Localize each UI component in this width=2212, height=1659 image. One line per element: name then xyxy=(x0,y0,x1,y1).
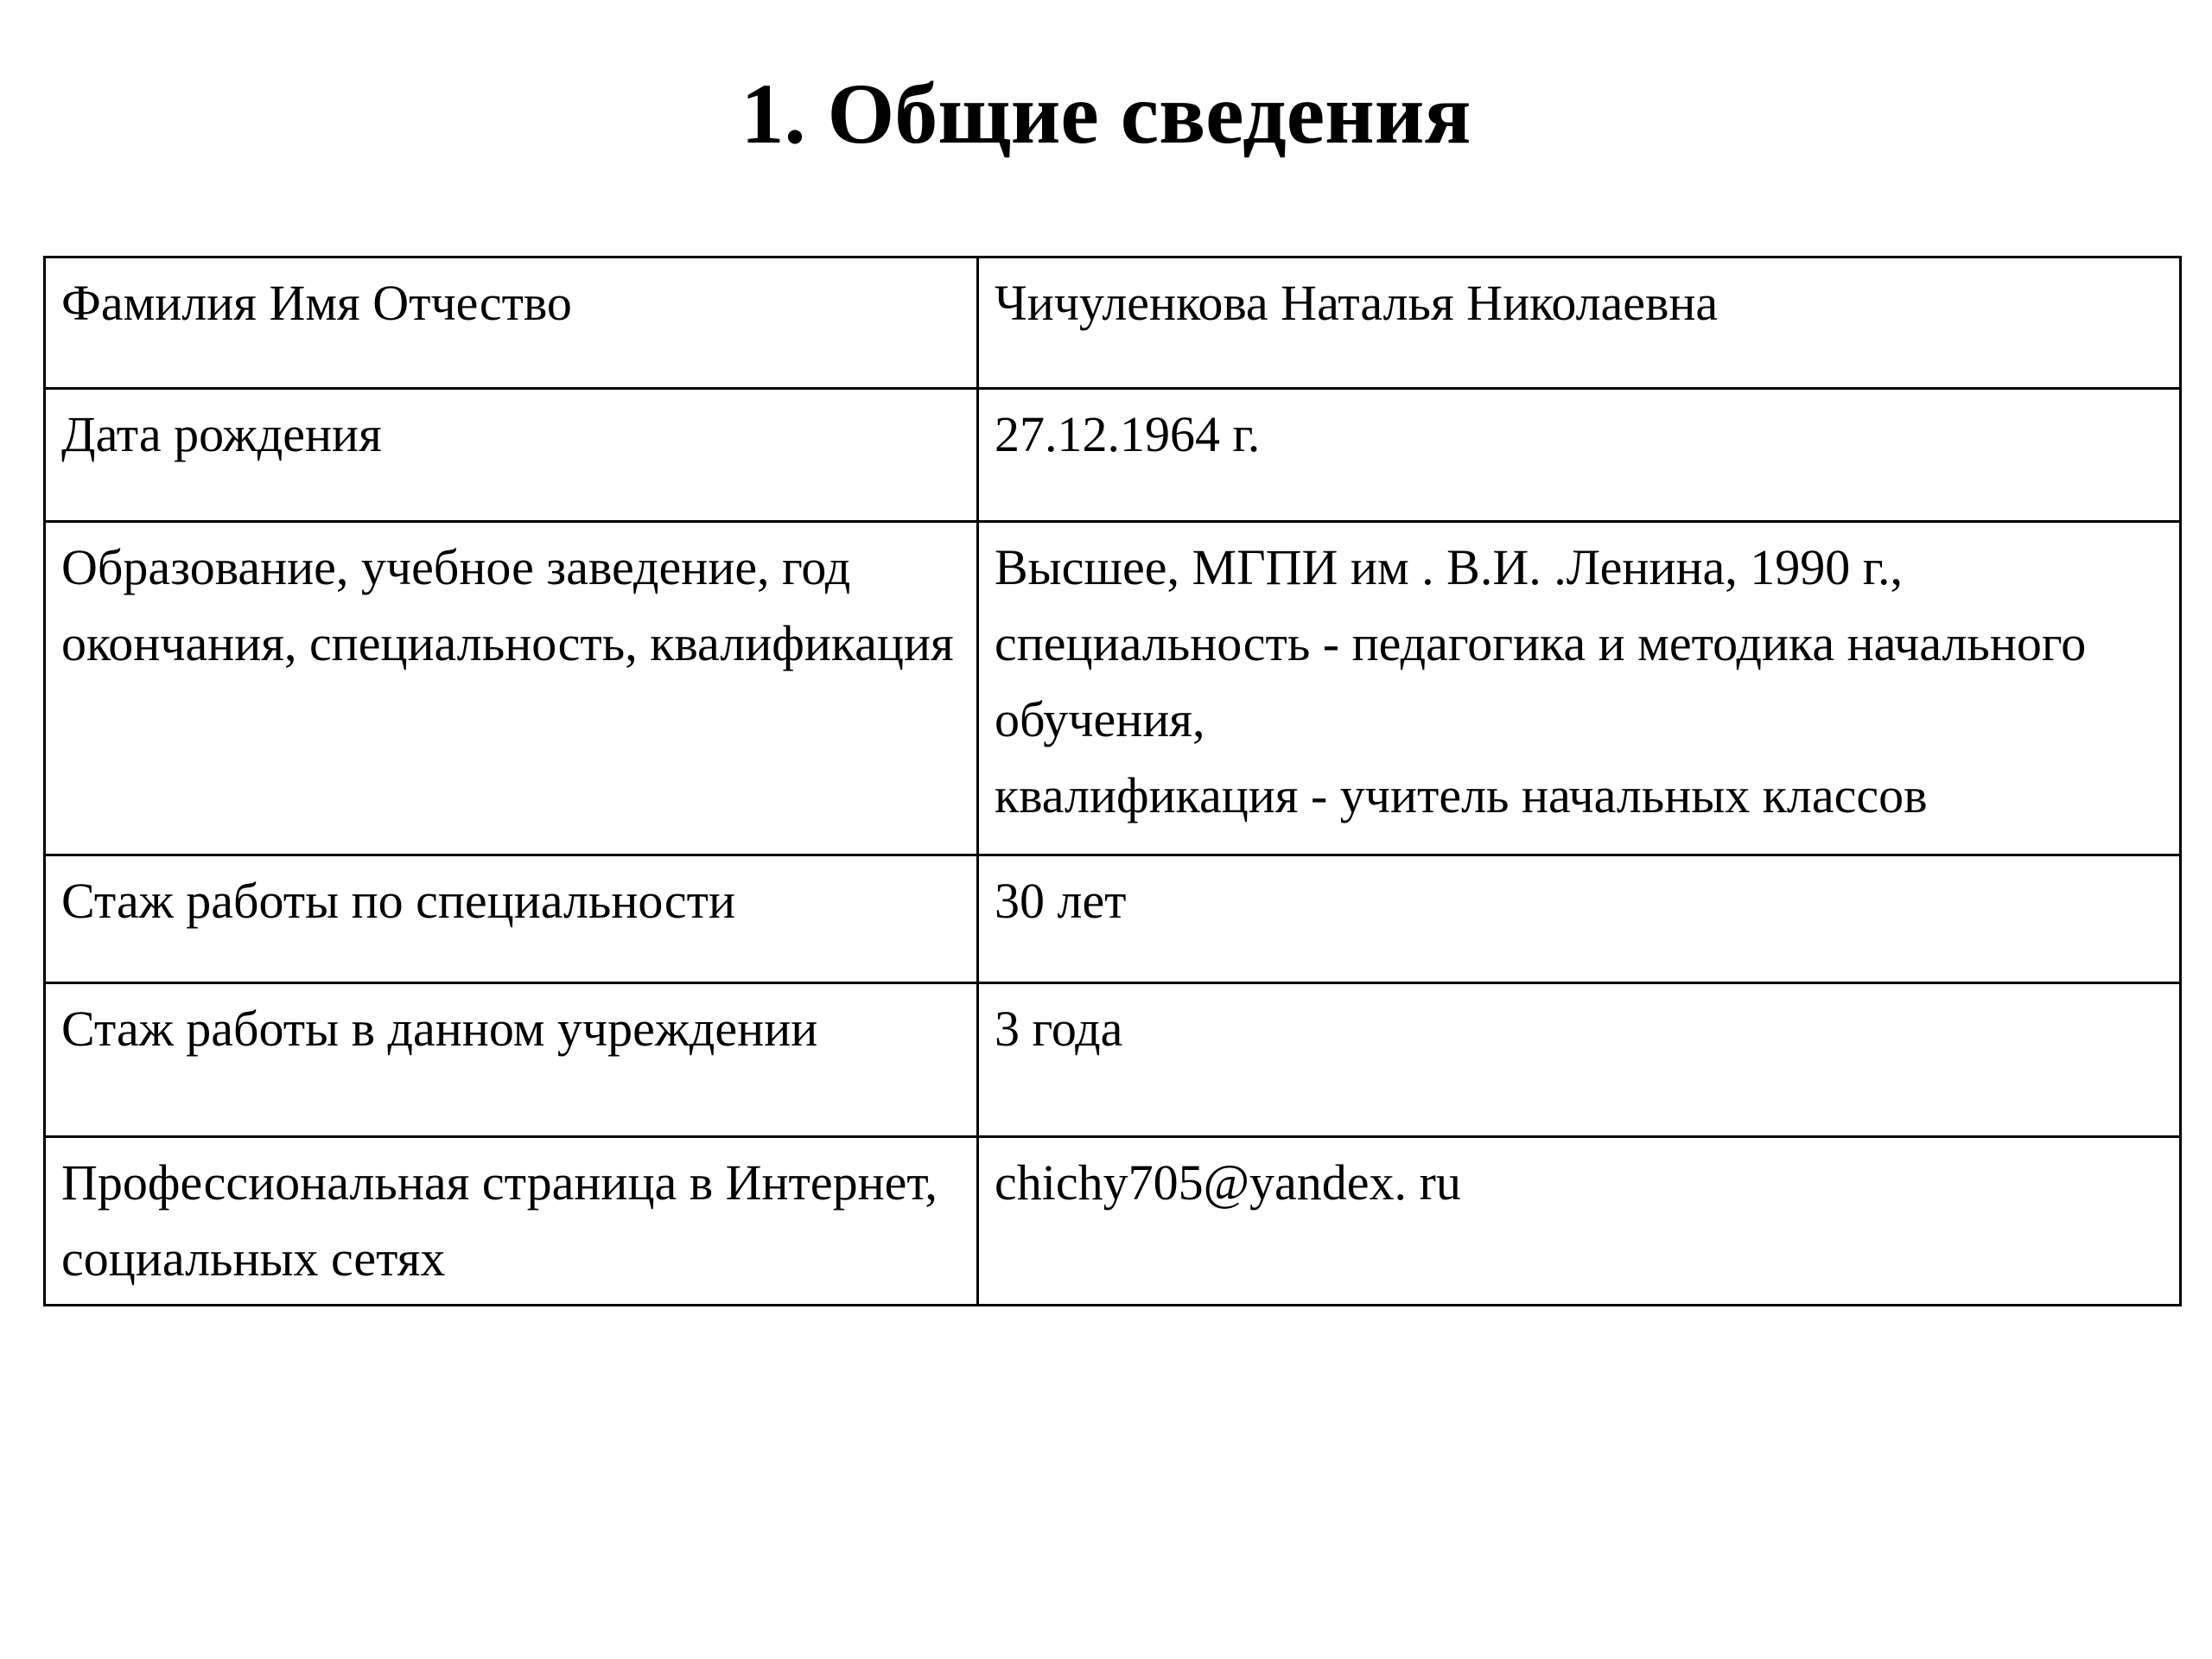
row-label: Образование, учебное заведение, год окончания, специальность, квалификация xyxy=(45,522,978,855)
table-row-birth-date xyxy=(45,389,2181,522)
row-value: 3 года xyxy=(978,983,2181,1137)
row-label: Дата рождения xyxy=(45,389,978,522)
page-title: 1. Общие сведения xyxy=(741,66,1471,162)
row-value email-link: chichy705@yandex. ru xyxy=(978,1137,2181,1306)
table-row-web-page xyxy=(45,1137,2181,1306)
info-table xyxy=(43,256,2182,1306)
row-label: Профессиональная страница в Интернет, социальных сетях xyxy=(45,1137,978,1306)
table-row-full-name xyxy=(45,257,2181,389)
row-label: Стаж работы в данном учреждении xyxy=(45,983,978,1137)
row-value: 30 лет xyxy=(978,855,2181,983)
table-row-experience-institution xyxy=(45,983,2181,1137)
row-value: Высшее, МГПИ им . В.И. .Ленина, 1990 г., специальность - педагогика и методика начального обучения, квалификация - учитель начальных классов xyxy=(978,522,2181,855)
row-value: 27.12.1964 г. xyxy=(978,389,2181,522)
table-row-experience-specialty xyxy=(45,855,2181,983)
row-label: Фамилия Имя Отчество xyxy=(45,257,978,389)
row-label: Стаж работы по специальности xyxy=(45,855,978,983)
table-row-education xyxy=(45,522,2181,855)
row-value: Чичуленкова Наталья Николаевна xyxy=(978,257,2181,389)
